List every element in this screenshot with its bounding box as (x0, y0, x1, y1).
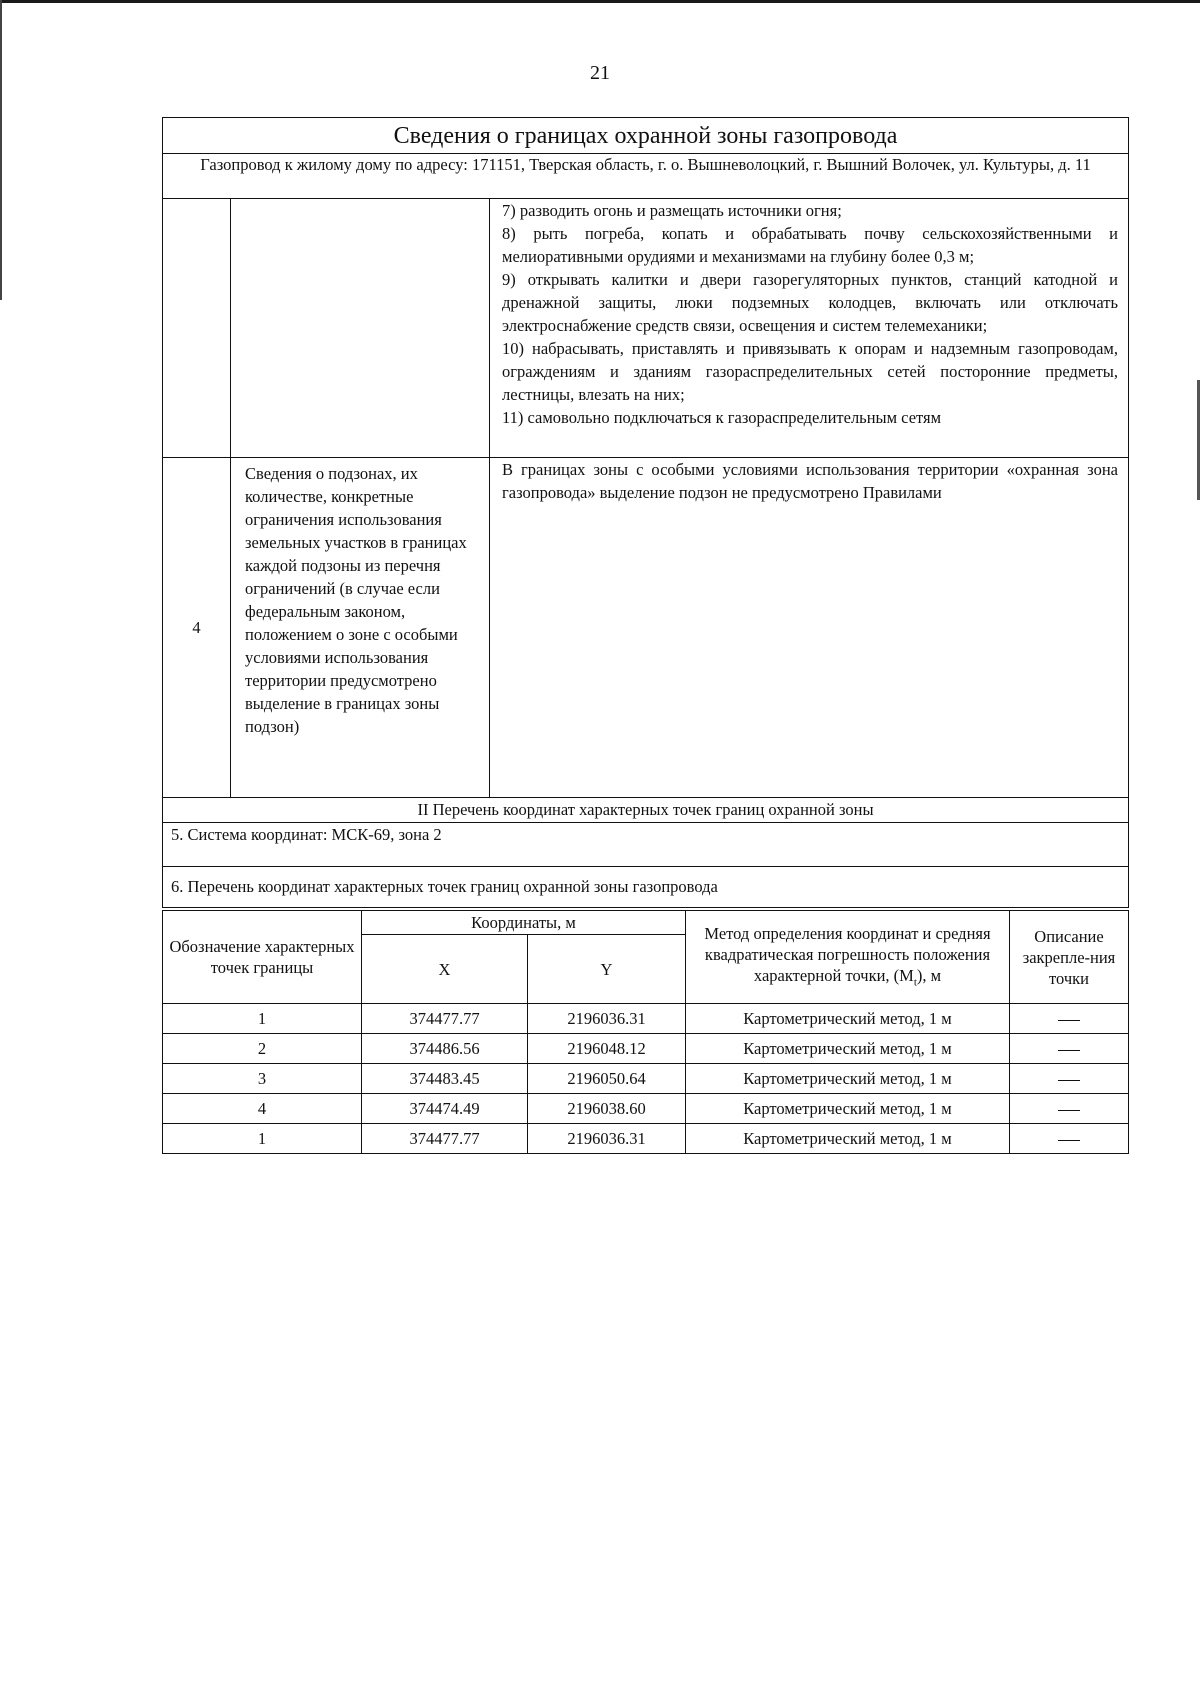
coordinates-list-title: 6. Перечень координат характерных точек границ охранной зоны газопровода (163, 867, 1129, 908)
row-number: 4 (163, 458, 231, 798)
table-row (163, 1004, 1129, 1034)
y-coordinate: 2196050.64 (528, 1064, 686, 1094)
designation-header: Обозначение характерных точек границы (163, 911, 362, 1004)
scan-edge-left (0, 0, 2, 300)
method-value: Картометрический метод, 1 м (686, 1124, 1010, 1154)
table-row (163, 1094, 1129, 1124)
subzones-description: Сведения о подзонах, их количестве, конкретные ограничения использования земельных участков в границах каждой подзоны из перечня ограничений (в случае если федеральным законом, положением о зоне с особыми условиями использования территории предусмотрено выделение в границах зоны подзон) (231, 458, 490, 798)
restrictions-list (490, 199, 1129, 458)
restrictions-row (163, 199, 1129, 458)
zone-info-table (162, 117, 1129, 908)
gas-pipeline-address: Газопровод к жилому дому по адресу: 171151, Тверская область, г. о. Вышневолоцкий, г. Вышний Волочек, ул. Культуры, д. 11 (163, 154, 1129, 199)
scan-edge-top (0, 0, 1200, 3)
section-2-title: II Перечень координат характерных точек границ охранной зоны (163, 798, 1129, 823)
coordinates-table (162, 910, 1129, 1154)
coordinates-rows (163, 1004, 1129, 1154)
method-header-unit: ), м (916, 965, 942, 985)
fixing-description (1010, 1004, 1129, 1034)
fixing-description (1010, 1064, 1129, 1094)
method-value: Картометрический метод, 1 м (686, 1064, 1010, 1094)
method-value: Картометрический метод, 1 м (686, 1094, 1010, 1124)
coordinates-header-row (163, 911, 1129, 935)
title-row (163, 118, 1129, 154)
y-coordinate: 2196048.12 (528, 1034, 686, 1064)
dash-mark (1058, 1050, 1080, 1051)
restriction-item: 7) разводить огонь и размещать источники огня; (502, 201, 842, 220)
x-coordinate: 374477.77 (362, 1124, 528, 1154)
table-row (163, 1124, 1129, 1154)
subzones-row (163, 458, 1129, 798)
section-2-row (163, 798, 1129, 823)
fixing-description (1010, 1124, 1129, 1154)
x-coordinate: 374486.56 (362, 1034, 528, 1064)
method-header (686, 911, 1010, 1004)
fixing-description (1010, 1034, 1129, 1064)
dash-mark (1058, 1080, 1080, 1081)
dash-mark (1058, 1110, 1080, 1111)
document-title: Сведения о границах охранной зоны газопровода (163, 118, 1129, 154)
fixing-header: Описание закрепле-ния точки (1010, 911, 1129, 1004)
fixing-description (1010, 1094, 1129, 1124)
page-number: 21 (590, 62, 610, 84)
restriction-item: 11) самовольно подключаться к газораспределительным сетям (502, 408, 942, 427)
y-coordinate: 2196036.31 (528, 1004, 686, 1034)
subzones-content: В границах зоны с особыми условиями использования территории «охранная зона газопровода» выделение подзон не предусмотрено Правилами (490, 458, 1129, 798)
dash-mark (1058, 1020, 1080, 1021)
point-designation: 4 (163, 1094, 362, 1124)
coordinate-system: 5. Система координат: МСК-69, зона 2 (163, 823, 1129, 867)
table-row (163, 1064, 1129, 1094)
restrictions-description-cell (231, 199, 490, 458)
address-row (163, 154, 1129, 199)
point-designation: 2 (163, 1034, 362, 1064)
y-coordinate: 2196038.60 (528, 1094, 686, 1124)
table-row (163, 1034, 1129, 1064)
y-coordinate: 2196036.31 (528, 1124, 686, 1154)
restriction-item: 9) открывать калитки и двери газорегуляторных пунктов, станций катодной и дренажной защиты, люки подземных колодцев, включать или отключать электроснабжение средств связи, освещения и систем телемеханики; (502, 270, 1119, 335)
y-header: Y (528, 935, 686, 1004)
method-value: Картометрический метод, 1 м (686, 1004, 1010, 1034)
point-designation: 1 (163, 1124, 362, 1154)
method-header-subscript: t (913, 976, 917, 989)
restriction-item: 8) рыть погреба, копать и обрабатывать почву сельскохозяйственными и мелиоративными орудиями и механизмами на глубину более 0,3 м; (502, 224, 1119, 266)
x-coordinate: 374477.77 (362, 1004, 528, 1034)
dash-mark (1058, 1140, 1080, 1141)
point-designation: 3 (163, 1064, 362, 1094)
restrictions-number-cell (163, 199, 231, 458)
restriction-item: 10) набрасывать, приставлять и привязывать к опорам и надземным газопроводам, ограждениям и зданиям газораспределительных сетей посторонние предметы, лестницы, влезать на них; (502, 339, 1119, 404)
method-value: Картометрический метод, 1 м (686, 1034, 1010, 1064)
coord-list-title-row (163, 867, 1129, 908)
x-coordinate: 374474.49 (362, 1094, 528, 1124)
x-header: X (362, 935, 528, 1004)
point-designation: 1 (163, 1004, 362, 1034)
method-header-text: Метод определения координат и средняя квадратическая погрешность положения характерной точки, (M (704, 923, 991, 985)
x-coordinate: 374483.45 (362, 1064, 528, 1094)
coord-system-row (163, 823, 1129, 867)
coordinates-header: Координаты, м (362, 911, 686, 935)
